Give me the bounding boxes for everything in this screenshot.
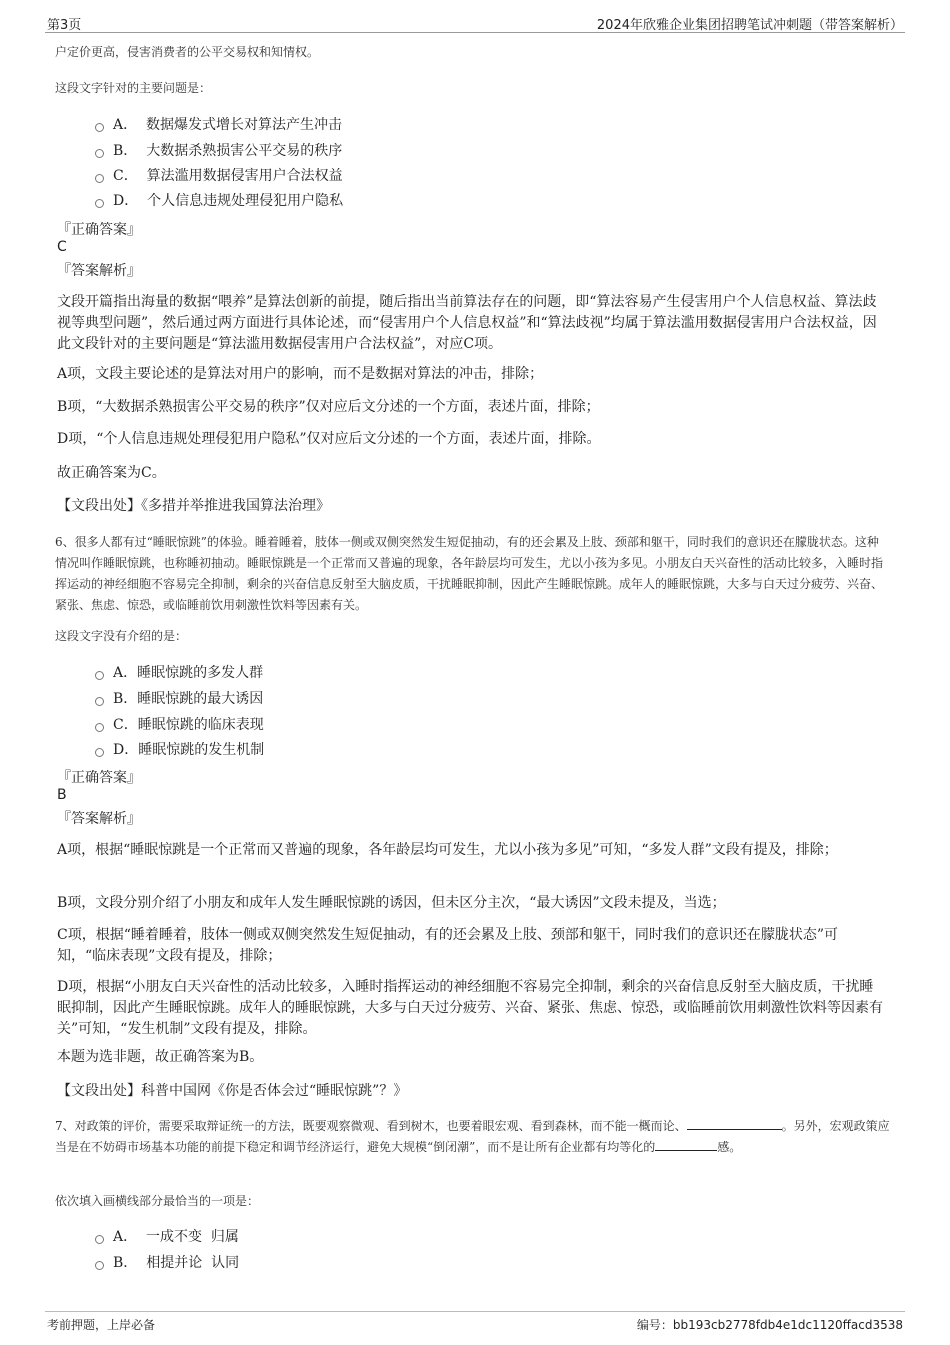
document-id: 编号：bb193cb2778fdb4e1dc1120ffacd3538 <box>636 1318 903 1332</box>
q7-prompt: 依次填入画横线部分最恰当的一项是： <box>55 1194 260 1208</box>
q6-prompt: 这段文字没有介绍的是： <box>55 629 188 643</box>
radio-icon[interactable] <box>95 697 104 706</box>
radio-icon[interactable] <box>95 1235 104 1244</box>
q7-option-b[interactable]: B． 相提并论 认同 <box>95 1252 239 1272</box>
page-footer <box>45 1311 905 1336</box>
q5-analysis-b: B项，“大数据杀熟损害公平交易的秩序”仅对应后文分述的一个方面，表述片面，排除； <box>57 399 600 415</box>
q6-answer: B <box>57 787 67 803</box>
page-header <box>45 10 905 33</box>
document-title: 2024年欣雅企业集团招聘笔试冲刺题（带答案解析） <box>596 18 903 33</box>
radio-icon[interactable] <box>95 149 104 158</box>
q6-conclusion: 本题为选非题，故正确答案为B。 <box>57 1049 264 1065</box>
q6-analysis-a: A项，根据“睡眠惊跳是一个正常而又普遍的现象，各年龄层均可发生，尤以小孩为多见”可知，“多发人群”文段有提及，排除； <box>57 842 838 858</box>
q6-answer-label: 『正确答案』 <box>57 770 141 786</box>
radio-icon[interactable] <box>95 123 104 132</box>
fill-blank-2 <box>655 1138 717 1151</box>
radio-icon[interactable] <box>95 723 104 732</box>
q6-analysis-label: 『答案解析』 <box>57 811 141 827</box>
q7-question-text: 7、对政策的评价，需要采取辩证统一的方法，既要观察微观、看到树木，也要着眼宏观、看到森林，而不能一概而论、 。另外，宏观政策应当是在不妨碍市场基本功能的前提下稳定和调节经济运行，避免大规模“倒闭潮”，而不是让所有企业都有均等化的 感。 <box>55 1119 890 1154</box>
q6-option-a[interactable]: A．睡眠惊跳的多发人群 <box>95 662 263 682</box>
q6-source: 【文段出处】科普中国网《你是否体会过“睡眠惊跳”？》 <box>57 1083 408 1099</box>
q5-option-b[interactable]: B． 大数据杀熟损害公平交易的秩序 <box>95 140 342 160</box>
q5-analysis-d: D项，“个人信息违规处理侵犯用户隐私”仅对应后文分述的一个方面，表述片面，排除。 <box>57 431 601 447</box>
q5-analysis-a: A项，文段主要论述的是算法对用户的影响，而不是数据对算法的冲击，排除； <box>57 366 544 382</box>
q6-question-text: 6、很多人都有过“睡眠惊跳”的体验。睡着睡着，肢体一侧或双侧突然发生短促抽动，有的还会累及上肢、颈部和躯干，同时我们的意识还在朦胧状态。这种情况叫作睡眠惊跳，也称睡初抽动。睡眠惊跳是一个正常而又普遍的现象，各年龄层均可发生，尤以小孩为多见。小朋友白天兴奋性的活动比较多，入睡时指挥运动的神经细胞不容易完全抑制，剩余的兴奋信息反射至大脑皮质，干扰睡眠抑制，因此产生睡眠惊跳。成年人的睡眠惊跳，大多与白天过分疲劳、兴奋、紧张、焦虑、惊恐，或临睡前饮用刺激性饮料等因素有关。 <box>55 535 884 612</box>
q6-option-b[interactable]: B．睡眠惊跳的最大诱因 <box>95 688 263 708</box>
fill-blank-1 <box>687 1117 782 1130</box>
q6-analysis-c: C项，根据“睡着睡着，肢体一侧或双侧突然发生短促抽动，有的还会累及上肢、颈部和躯干，同时我们的意识还在朦胧状态”可知，“临床表现”文段有提及，排除； <box>57 927 839 964</box>
q5-option-a[interactable]: A． 数据爆发式增长对算法产生冲击 <box>95 114 342 134</box>
q6-analysis-b: B项，文段分别介绍了小朋友和成年人发生睡眠惊跳的诱因，但未区分主次，“最大诱因”文段未提及，当选； <box>57 895 726 911</box>
q5-option-d[interactable]: D． 个人信息违规处理侵犯用户隐私 <box>95 190 343 210</box>
q5-prompt: 这段文字针对的主要问题是： <box>55 81 212 95</box>
q5-option-c[interactable]: C． 算法滥用数据侵害用户合法权益 <box>95 165 343 185</box>
q5-analysis-para: 文段开篇指出海量的数据“喂养”是算法创新的前提，随后指出当前算法存在的问题，即“算法容易产生侵害用户个人信息权益、算法歧视等典型问题”，然后通过两方面进行具体论述，而“侵害用户个人信息权益”和“算法歧视”均属于算法滥用数据侵害用户合法权益，因此文段针对的主要问题是“算法滥用数据侵害用户合法权益”，对应C项。 <box>57 294 877 352</box>
q5-conclusion: 故正确答案为C。 <box>57 465 166 481</box>
radio-icon[interactable] <box>95 199 104 208</box>
q5-answer-label: 『正确答案』 <box>57 222 141 238</box>
radio-icon[interactable] <box>95 748 104 757</box>
q5-analysis-label: 『答案解析』 <box>57 263 141 279</box>
radio-icon[interactable] <box>95 671 104 680</box>
q5-answer: C <box>57 239 67 255</box>
q6-analysis-d: D项，根据“小朋友白天兴奋性的活动比较多，入睡时指挥运动的神经细胞不容易完全抑制，剩余的兴奋信息反射至大脑皮质，干扰睡眠抑制，因此产生睡眠惊跳。成年人的睡眠惊跳，大多与白天过分疲劳、兴奋、紧张、焦虑、惊恐，或临睡前饮用刺激性饮料等因素有关”可知，“发生机制”文段有提及，排除。 <box>57 979 883 1037</box>
page-number: 第3页 <box>47 18 82 33</box>
radio-icon[interactable] <box>95 1261 104 1270</box>
q5-continued-text: 户定价更高，侵害消费者的公平交易权和知情权。 <box>55 45 320 59</box>
q6-option-d[interactable]: D．睡眠惊跳的发生机制 <box>95 739 264 759</box>
q6-option-c[interactable]: C．睡眠惊跳的临床表现 <box>95 714 264 734</box>
footer-slogan: 考前押题，上岸必备 <box>47 1318 156 1332</box>
q5-source: 【文段出处】《多措并举推进我国算法治理》 <box>57 498 330 514</box>
radio-icon[interactable] <box>95 174 104 183</box>
q7-option-a[interactable]: A． 一成不变 归属 <box>95 1226 239 1246</box>
